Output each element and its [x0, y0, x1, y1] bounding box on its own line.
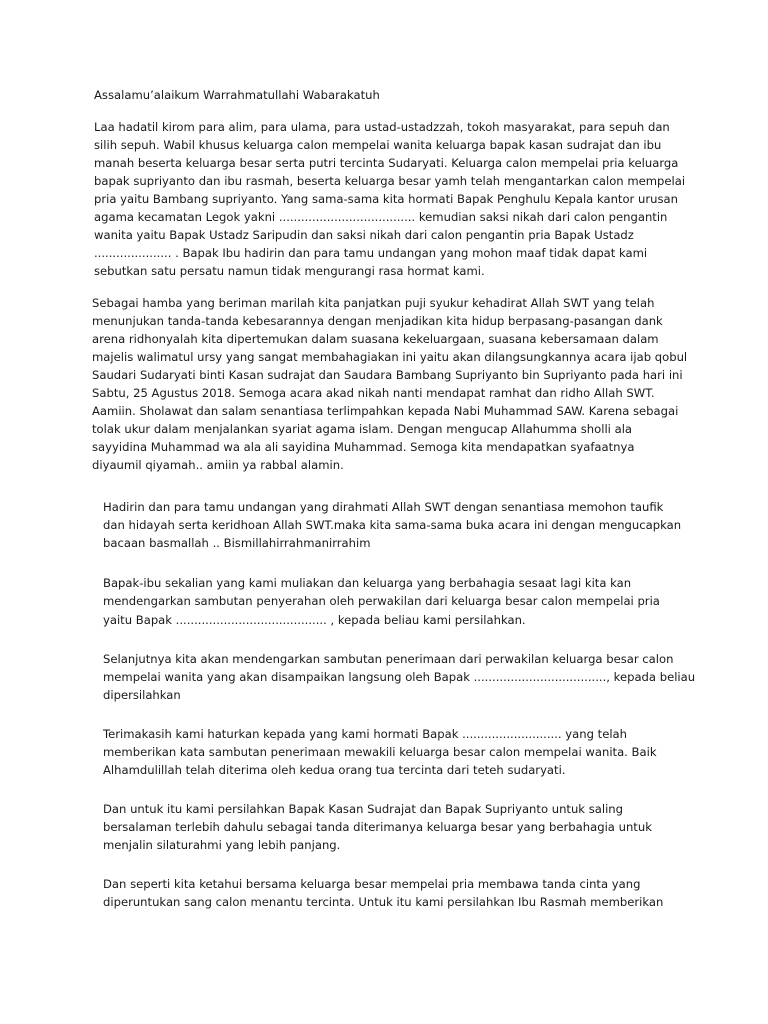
paragraph-line: manah beserta keluarga besar serta putri tercinta Sudaryati. Keluarga calon mempelai pria keluarga	[94, 156, 679, 170]
paragraph-line: Terimakasih kami haturkan kepada yang kami hormati Bapak ........................... yang telah	[103, 727, 628, 741]
paragraph-line: Bapak-ibu sekalian yang kami muliakan dan keluarga yang berbahagia sesaat lagi kita kan	[103, 576, 632, 590]
paragraph-line: agama kecamatan Legok yakni ..................................... kemudian saksi nikah dari calon pengantin	[94, 210, 668, 224]
paragraph-line: Sabtu, 25 Agustus 2018. Semoga acara akad nikah nanti mendapat ramhat dan ridho Allah SWT.	[92, 386, 655, 400]
paragraph-line: Dan untuk itu kami persilahkan Bapak Kasan Sudrajat dan Bapak Supriyanto untuk saling	[103, 802, 624, 816]
paragraph-line: Hadirin dan para tamu undangan yang dirahmati Allah SWT dengan senantiasa memohon taufik	[103, 500, 664, 514]
paragraph-line: Laa hadatil kirom para alim, para ulama, para ustad-ustadzzah, tokoh masyarakat, para sepuh dan	[94, 120, 670, 134]
paragraph-line: menunjukan tanda-tanda kebesarannya dengan menjadikan kita hidup berpasang-pasangan dank	[92, 314, 663, 328]
paragraph-line: Alhamdulillah telah diterima oleh kedua orang tua tercinta dari teteh sudaryati.	[103, 763, 566, 777]
paragraph-line: bapak supriyanto dan ibu rasmah, beserta keluarga besar yamh telah mengantarkan calon mempelai	[94, 174, 686, 188]
paragraph-line: pria yaitu Bambang supriyanto. Yang sama-sama kita hormati Bapak Penghulu Kepala kantor urusan	[94, 192, 678, 206]
paragraph-line: Selanjutnya kita akan mendengarkan sambutan penerimaan dari perwakilan keluarga besar calon	[103, 652, 674, 666]
paragraph-line: bersalaman terlebih dahulu sebagai tanda diterimanya keluarga besar yang berbahagia untuk	[103, 820, 652, 834]
greeting-line: Assalamu’alaikum Warrahmatullahi Wabarakatuh	[94, 88, 380, 102]
paragraph-line: ..................... . Bapak Ibu hadirin dan para tamu undangan yang mohon maaf tidak dapat kami	[94, 246, 648, 260]
paragraph-line: sebutkan satu persatu namun tidak mengurangi rasa hormat kami.	[94, 264, 485, 278]
paragraph-line: diyaumil qiyamah.. amiin ya rabbal alamin.	[92, 458, 344, 472]
paragraph-line: tolak ukur dalam menjalankan syariat agama islam. Dengan mengucap Allahumma sholli ala	[92, 422, 633, 436]
paragraph-line: mendengarkan sambutan penyerahan oleh perwakilan dari keluarga besar calon mempelai pria	[103, 594, 660, 608]
paragraph-line: Aamiin. Sholawat dan salam senantiasa terlimpahkan kepada Nabi Muhammad SAW. Karena sebagai	[92, 404, 679, 418]
paragraph-line: majelis walimatul ursy yang sangat membahagiakan ini yaitu akan dilangsungkannya acara ijab qobul	[92, 350, 688, 364]
paragraph-line: yaitu Bapak ......................................... , kepada beliau kami persilahkan.	[103, 613, 526, 627]
paragraph-line: bacaan basmallah .. Bismillahirrahmanirrahim	[103, 536, 371, 550]
paragraph-line: sayyidina Muhammad wa ala ali sayidina Muhammad. Semoga kita mendapatkan syafaatnya	[92, 440, 635, 454]
paragraph-line: memberikan kata sambutan penerimaan mewakili keluarga besar calon mempelai wanita. Baik	[103, 745, 657, 759]
paragraph-line: Sebagai hamba yang beriman marilah kita panjatkan puji syukur kehadirat Allah SWT yang telah	[92, 296, 655, 310]
paragraph-line: mempelai wanita yang akan disampaikan langsung oleh Bapak ...................................., kepada beliau	[103, 670, 696, 684]
paragraph-line: menjalin silaturahmi yang lebih panjang.	[103, 838, 341, 852]
paragraph-line: wanita yaitu Bapak Ustadz Saripudin dan saksi nikah dari calon pengantin pria Bapak Ustadz	[94, 228, 634, 242]
paragraph-line: Saudari Sudaryati binti Kasan sudrajat dan Saudara Bambang Supriyanto bin Supriyanto pada hari ini	[92, 368, 683, 382]
paragraph-line: silih sepuh. Wabil khusus keluarga calon mempelai wanita keluarga bapak kasan sudrajat dan ibu	[94, 138, 662, 152]
paragraph-line: dipersilahkan	[103, 688, 181, 702]
paragraph-line: Dan seperti kita ketahui bersama keluarga besar mempelai pria membawa tanda cinta yang	[103, 877, 641, 891]
paragraph-line: arena ridhonyalah kita dipertemukan dalam suasana kekeluargaan, suasana kebersamaan dalam	[92, 332, 659, 346]
paragraph-line: diperuntukan sang calon menantu tercinta. Untuk itu kami persilahkan Ibu Rasmah memberikan	[103, 895, 664, 909]
paragraph-line: dan hidayah serta keridhoan Allah SWT.maka kita sama-sama buka acara ini dengan mengucapkan	[103, 518, 682, 532]
